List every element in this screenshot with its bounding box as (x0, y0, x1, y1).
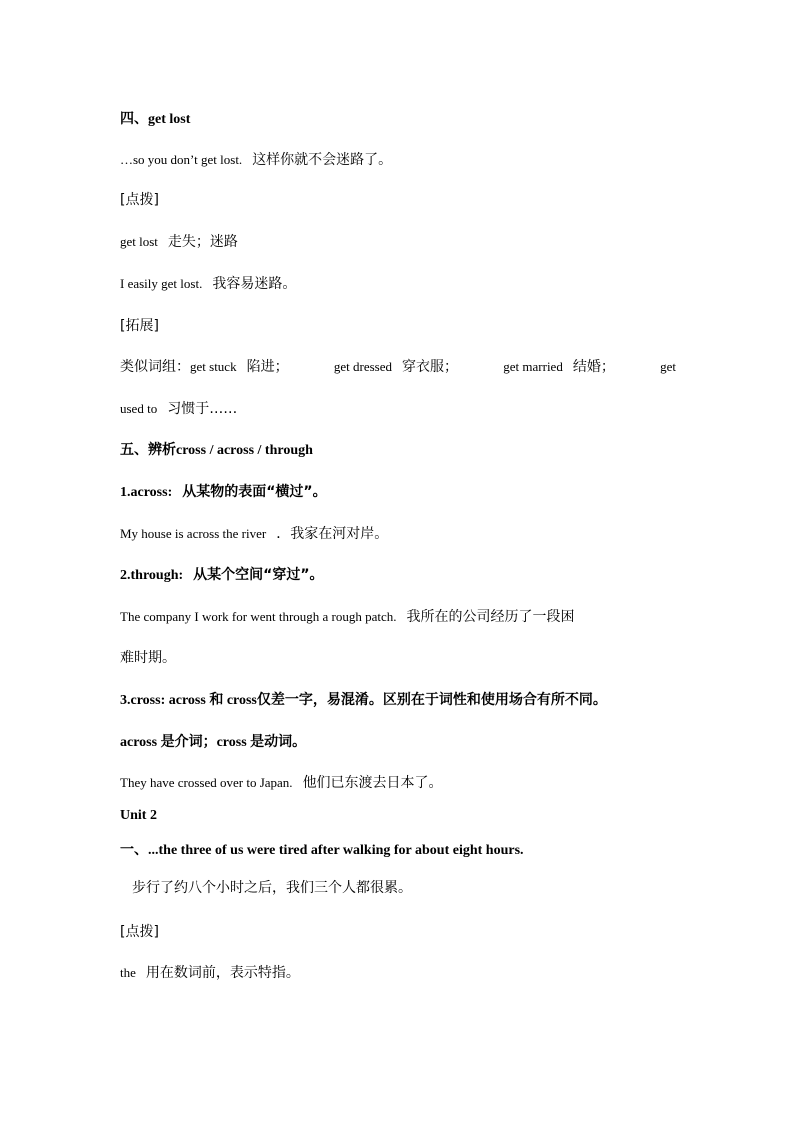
unit2-the-note: the 用在数词前，表示特指。 (120, 965, 300, 981)
unit2-tip-label: [点拨] (120, 924, 159, 940)
across-item: 1.across: 从某物的表面“横过”。 (120, 484, 327, 500)
through-example: The company I work for went through a rough patch. 我所在的公司经历了一段困 (120, 609, 575, 625)
through-item: 2.through: 从某个空间“穿过”。 (120, 567, 324, 583)
across-example: My house is across the river ．我家在河对岸。 (120, 526, 389, 542)
tip-label: [点拨] (120, 192, 159, 208)
cross-example: They have crossed over to Japan. 他们已东渡去日本了。 (120, 775, 443, 791)
section-5-heading: 五、辨析cross / across / through (120, 442, 313, 458)
cross-item-cont: across 是介词；cross 是动词。 (120, 734, 307, 750)
through-example-cont: 难时期。 (120, 650, 176, 666)
similar-phrases: 类似词组：get stuck 陷进； get dressed 穿衣服； get married 结婚； get (120, 359, 676, 375)
similar-phrases-cont: used to 习惯于…… (120, 401, 238, 417)
extension-label: [拓展] (120, 318, 159, 334)
unit2-translation: 步行了约八个小时之后，我们三个人都很累。 (132, 880, 412, 896)
unit2-section-1: 一、...the three of us were tired after walking for about eight hours. (120, 842, 524, 858)
section-4-heading: 四、get lost (120, 111, 191, 127)
section-4-example: …so you don’t get lost. 这样你就不会迷路了。 (120, 152, 393, 168)
phrase-example: I easily get lost. 我容易迷路。 (120, 276, 297, 292)
unit-title: Unit 2 (120, 808, 157, 823)
phrase-definition: get lost 走失；迷路 (120, 234, 238, 250)
cross-item: 3.cross: across 和 cross仅差一字，易混淆。区别在于词性和使用场合有所不同。 (120, 692, 607, 708)
